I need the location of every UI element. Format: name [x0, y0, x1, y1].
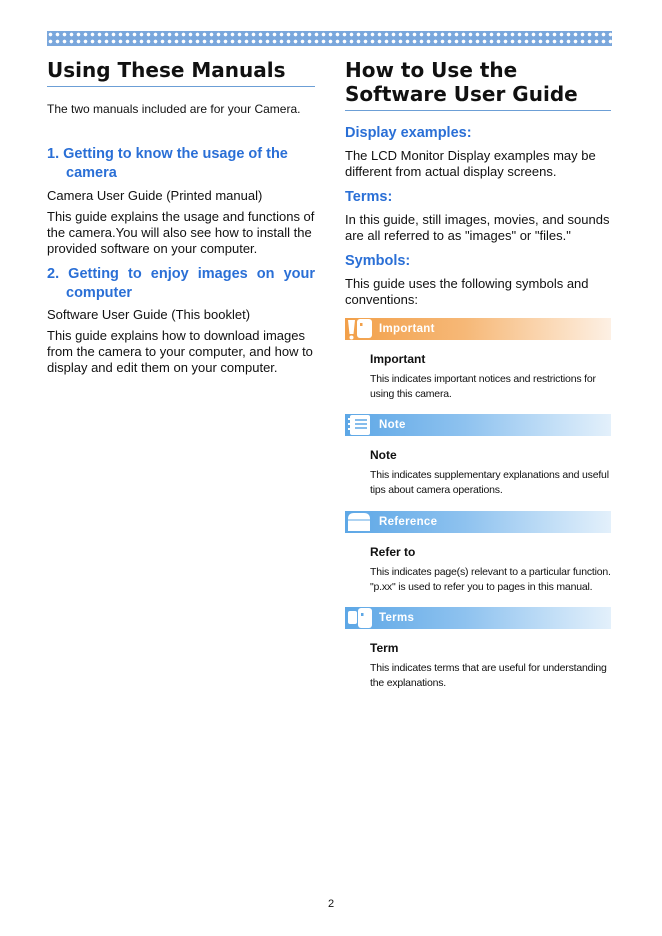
important-title: Important [370, 352, 426, 366]
important-band [345, 318, 611, 340]
important-text: This indicates important notices and restrictions for using this camera. [370, 373, 596, 400]
section-1-description: This guide explains the usage and functions of the camera.You will also see how to install the provided software on your computer. [47, 209, 315, 256]
section-2-description: This guide explains how to download images from the camera to your computer, and how to display and edit them on your computer. [47, 328, 313, 375]
page-title-right [345, 58, 611, 111]
terms-heading: Terms: [345, 189, 393, 205]
important-example [370, 352, 611, 402]
decorative-top-band [47, 31, 612, 46]
section-1-heading: 1. Getting to know the usage of the camera [47, 146, 288, 181]
display-examples-text: The LCD Monitor Display examples may be different from actual display screens. [345, 148, 596, 179]
reference-band-label: Reference [379, 516, 438, 528]
note-title: Note [370, 448, 397, 462]
note-band [345, 414, 611, 436]
term-text: This indicates terms that are useful for understanding the explanations. [370, 662, 607, 689]
note-example [370, 448, 611, 498]
title-line-1: How to Use the [345, 58, 518, 82]
notepad-icon [345, 414, 375, 436]
page-number: 2 [327, 898, 335, 910]
display-examples-heading: Display examples: [345, 125, 472, 141]
section-2-manual: Software User Guide (This booklet) [47, 307, 251, 322]
important-band-label: Important [379, 323, 435, 335]
symbols-text: This guide uses the following symbols and conventions: [345, 276, 589, 307]
terms-text: In this guide, still images, movies, and sounds are all referred to as "images" or "files." [345, 212, 610, 243]
note-band-label: Note [379, 419, 406, 431]
section-1-manual: Camera User Guide (Printed manual) [47, 188, 263, 203]
section-2-heading: 2. Getting to enjoy images on your computer [47, 266, 315, 301]
title-line-2: Software User Guide [345, 82, 578, 106]
folder-icon [345, 511, 375, 533]
reference-text: This indicates page(s) relevant to a particular function. "p.xx" is used to refer you to pages in this manual. [370, 566, 611, 593]
left-column [47, 58, 315, 376]
reference-title: Refer to [370, 545, 416, 559]
note-text: This indicates supplementary explanations and useful tips about camera operations. [370, 469, 609, 496]
right-column [345, 58, 611, 691]
reference-example [370, 545, 611, 595]
terms-example [370, 641, 611, 691]
reference-band [345, 511, 611, 533]
intro-text: The two manuals included are for your Camera. [47, 102, 301, 116]
terms-band [345, 607, 611, 629]
page-title-left: Using These Manuals [47, 58, 315, 87]
terms-icon [345, 607, 375, 629]
exclamation-icon [345, 318, 375, 340]
term-title: Term [370, 641, 399, 655]
symbols-heading: Symbols: [345, 253, 411, 269]
terms-band-label: Terms [379, 612, 415, 624]
